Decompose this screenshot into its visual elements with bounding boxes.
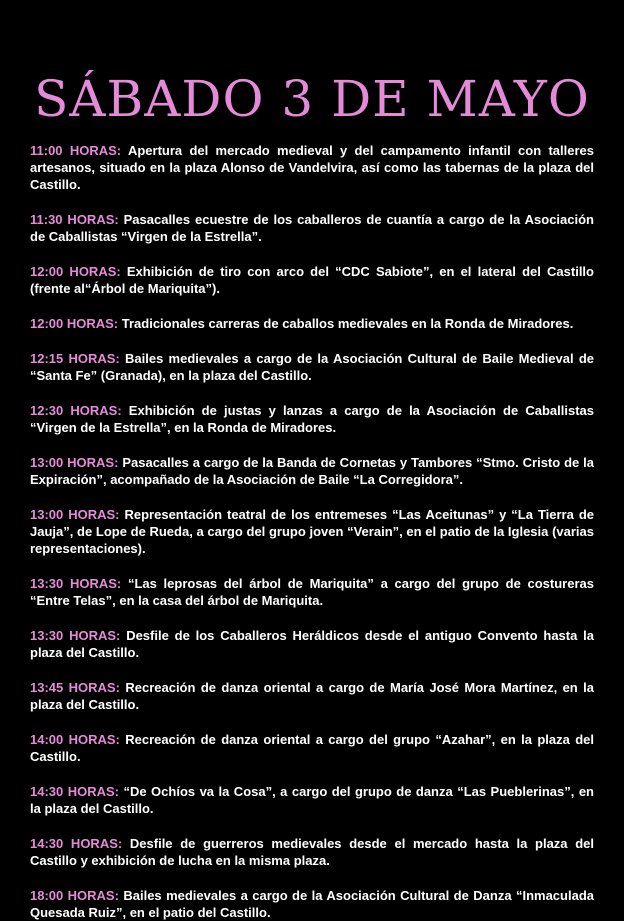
event-description: Bailes medievales a cargo de la Asociación Cultural de Baile Medieval de “Santa Fe” (Granada), en la plaza del Castillo. xyxy=(30,351,594,383)
event-item xyxy=(30,454,594,488)
event-description: Exhibición de justas y lanzas a cargo de la Asociación de Caballistas “Virgen de la Estrella”, en la Ronda de Miradores. xyxy=(30,403,594,435)
event-item xyxy=(30,731,594,765)
event-item xyxy=(30,315,594,332)
event-description: Recreación de danza oriental a cargo de María José Mora Martínez, en la plaza del Castillo. xyxy=(30,680,594,712)
event-item xyxy=(30,263,594,297)
event-item xyxy=(30,887,594,921)
event-time: 11:30 HORAS: xyxy=(30,212,119,227)
event-list xyxy=(30,142,594,921)
event-description: Pasacalles ecuestre de los caballeros de cuantía a cargo de la Asociación de Caballistas “Virgen de la Estrella”. xyxy=(30,212,594,244)
event-description: Exhibición de tiro con arco del “CDC Sabiote”, en el lateral del Castillo (frente al“Árbol de Mariquita”). xyxy=(30,264,594,296)
event-item xyxy=(30,679,594,713)
event-item xyxy=(30,627,594,661)
event-time: 13:30 HORAS: xyxy=(30,628,121,643)
event-description: Pasacalles a cargo de la Banda de Cornetas y Tambores “Stmo. Cristo de la Expiración”, acompañado de la Asociación de Baile “La Corregidora”. xyxy=(30,455,594,487)
event-item xyxy=(30,783,594,817)
event-description: “De Ochíos va la Cosa”, a cargo del grupo de danza “Las Pueblerinas”, en la plaza del Castillo. xyxy=(30,784,595,816)
event-time: 13:30 HORAS: xyxy=(30,576,122,591)
event-item xyxy=(30,350,594,384)
event-item xyxy=(30,575,594,609)
event-time: 14:30 HORAS: xyxy=(30,836,123,851)
event-description: “Las leprosas del árbol de Mariquita” a cargo del grupo de costureras “Entre Telas”, en la casa del árbol de Mariquita. xyxy=(30,576,594,608)
event-time: 13:00 HORAS: xyxy=(30,507,120,522)
event-time: 12:00 HORAS: xyxy=(30,316,119,331)
event-time: 12:00 HORAS: xyxy=(30,264,121,279)
event-time: 14:00 HORAS: xyxy=(30,732,120,747)
event-description: Bailes medievales a cargo de la Asociación Cultural de Danza “Inmaculada Quesada Ruiz”, en el patio del Castillo. xyxy=(30,888,594,920)
event-description: Tradicionales carreras de caballos medievales en la Ronda de Miradores. xyxy=(121,316,574,331)
event-time: 13:45 HORAS: xyxy=(30,680,120,695)
page-title: SÁBADO 3 DE MAYO xyxy=(34,70,590,128)
event-time: 12:30 HORAS: xyxy=(30,403,122,418)
event-item xyxy=(30,402,594,436)
event-item xyxy=(30,506,594,557)
event-time: 18:00 HORAS: xyxy=(30,888,119,903)
event-time: 11:00 HORAS: xyxy=(30,143,122,158)
event-item xyxy=(30,211,594,245)
event-time: 14:30 HORAS: xyxy=(30,784,119,799)
event-description: Apertura del mercado medieval y del campamento infantil con talleres artesanos, situado en la plaza Alonso de Vandelvira, así como las tabernas de la plaza del Castillo. xyxy=(30,143,594,192)
event-description: Desfile de guerreros medievales desde el mercado hasta la plaza del Castillo y exhibición de lucha en la misma plaza. xyxy=(30,836,594,868)
event-time: 13:00 HORAS: xyxy=(30,455,119,470)
event-item xyxy=(30,142,594,193)
event-description: Desfile de los Caballeros Heráldicos desde el antiguo Convento hasta la plaza del Castillo. xyxy=(30,628,594,660)
event-item xyxy=(30,835,594,869)
event-description: Representación teatral de los entremeses “Las Aceitunas” y “La Tierra de Jauja”, de Lope de Rueda, a cargo del grupo joven “Verain”, en el patio de la Iglesia (varias representaciones). xyxy=(30,507,594,556)
event-description: Recreación de danza oriental a cargo del grupo “Azahar”, en la plaza del Castillo. xyxy=(30,732,594,764)
event-time: 12:15 HORAS: xyxy=(30,351,120,366)
